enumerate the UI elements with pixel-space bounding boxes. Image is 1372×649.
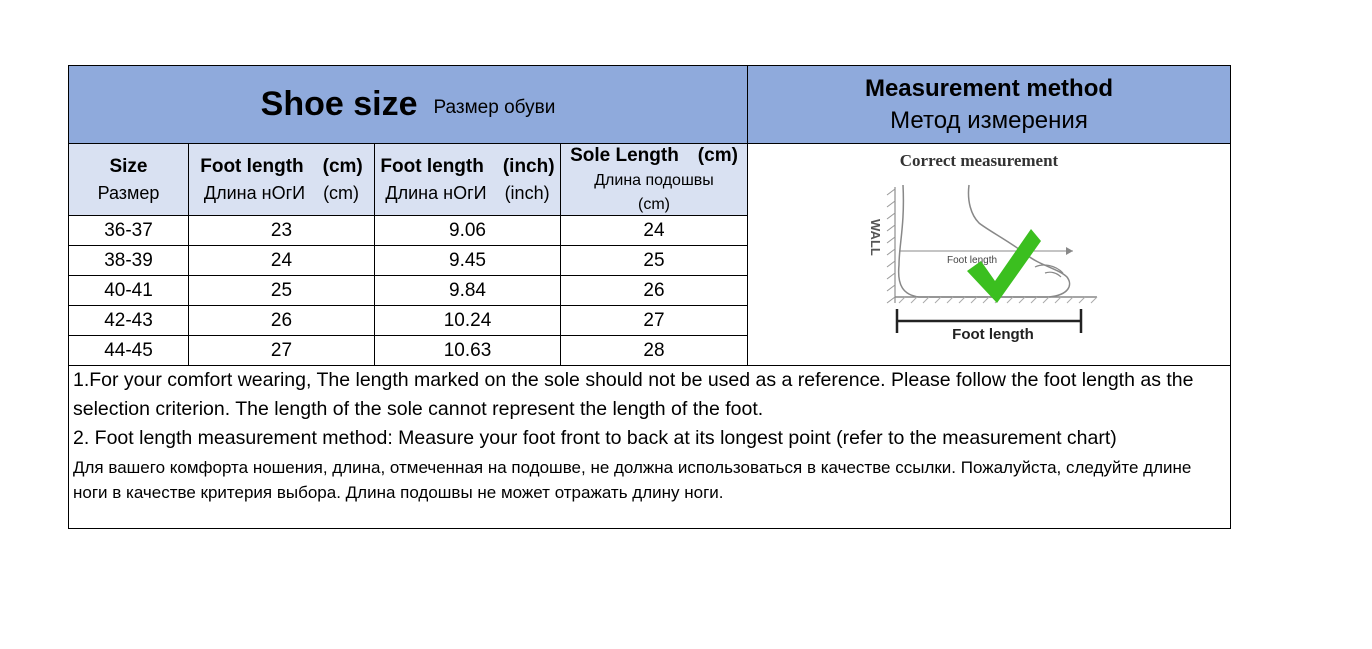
measure-bar-label: Foot length [952, 326, 1034, 343]
grid-line [560, 144, 561, 365]
cell-sole-cm: 26 [643, 280, 665, 301]
grid-line [188, 144, 189, 365]
header-foot-cm-ru: Длина нОгИ (cm) [203, 182, 360, 203]
grid-line [69, 245, 747, 246]
page-subtitle: Размер обуви [433, 96, 556, 118]
title-cell [69, 66, 747, 143]
page-title: Shoe size [260, 85, 418, 123]
header-size-en: Size [109, 155, 148, 177]
header-sole-cm [561, 144, 747, 215]
cell-sole-cm: 28 [643, 340, 665, 361]
arrow-head-icon [1066, 247, 1073, 255]
wall-hatch [887, 187, 895, 303]
table-row [69, 216, 747, 246]
cell-size: 42-43 [104, 310, 153, 331]
cell-foot-cm: 24 [270, 250, 293, 271]
header-sole-cm-en: Sole Length (cm) [570, 144, 738, 166]
arrow-label: Foot length [947, 255, 998, 266]
cell-sole-cm: 25 [643, 250, 665, 271]
grid-line [69, 215, 747, 216]
method-title: Measurement method [864, 74, 1114, 102]
cell-sole-cm: 24 [643, 220, 665, 241]
grid-line [69, 305, 747, 306]
table-row [69, 246, 747, 276]
table-row [69, 336, 747, 366]
grid-line [69, 335, 747, 336]
cell-foot-inch: 9.45 [449, 250, 486, 271]
header-size-ru: Размер [97, 182, 160, 203]
cell-size: 44-45 [104, 340, 153, 361]
grid-line [747, 66, 748, 365]
header-foot-inch [375, 144, 560, 215]
cell-foot-inch: 10.24 [443, 310, 492, 331]
foot-measurement-diagram [859, 145, 1099, 365]
grid-line [374, 144, 375, 365]
notes-section [73, 366, 1223, 505]
cell-foot-cm: 27 [270, 340, 293, 361]
header-foot-inch-en: Foot length (inch) [380, 155, 555, 177]
table-row [69, 276, 747, 306]
header-foot-cm-en: Foot length (cm) [200, 155, 363, 177]
cell-foot-inch: 9.84 [449, 280, 486, 301]
header-size [69, 144, 188, 215]
cell-size: 36-37 [104, 220, 153, 241]
method-subtitle: Метод измерения [890, 106, 1088, 134]
size-chart-table [68, 65, 1231, 529]
header-sole-cm-ru: Длина подошвы (cm) [594, 171, 714, 213]
header-foot-cm [189, 144, 374, 215]
header-foot-inch-ru: Длина нОгИ (inch) [385, 182, 550, 203]
cell-sole-cm: 27 [643, 310, 665, 331]
grid-line [69, 143, 1230, 144]
method-cell [748, 66, 1230, 143]
cell-foot-cm: 25 [270, 280, 293, 301]
note-2: 2. Foot length measurement method: Measure your foot front to back at its longest point (refer to the measurement chart) [73, 427, 1117, 449]
cell-foot-inch: 9.06 [449, 220, 486, 241]
cell-foot-inch: 10.63 [443, 340, 492, 361]
note-ru: Для вашего комфорта ношения, длина, отмеченная на подошве, не должна использоваться в качестве ссылки. Пожалуйста, следуйте длине ноги в качестве критерия выбора. Длина подошвы не может отражать длину ноги. [73, 458, 1192, 502]
cell-foot-cm: 23 [270, 220, 293, 241]
table-row [69, 306, 747, 336]
note-1: 1.For your comfort wearing, The length marked on the sole should not be used as a reference. Please follow the foot length as the selection criterion. The length of the sole cannot represent the length of the foot. [73, 369, 1194, 420]
grid-line [69, 275, 747, 276]
cell-foot-cm: 26 [270, 310, 293, 331]
cell-size: 38-39 [104, 250, 153, 271]
diagram-heading: Correct measurement [899, 151, 1059, 170]
cell-size: 40-41 [104, 280, 153, 301]
wall-label: WALL [868, 219, 883, 256]
